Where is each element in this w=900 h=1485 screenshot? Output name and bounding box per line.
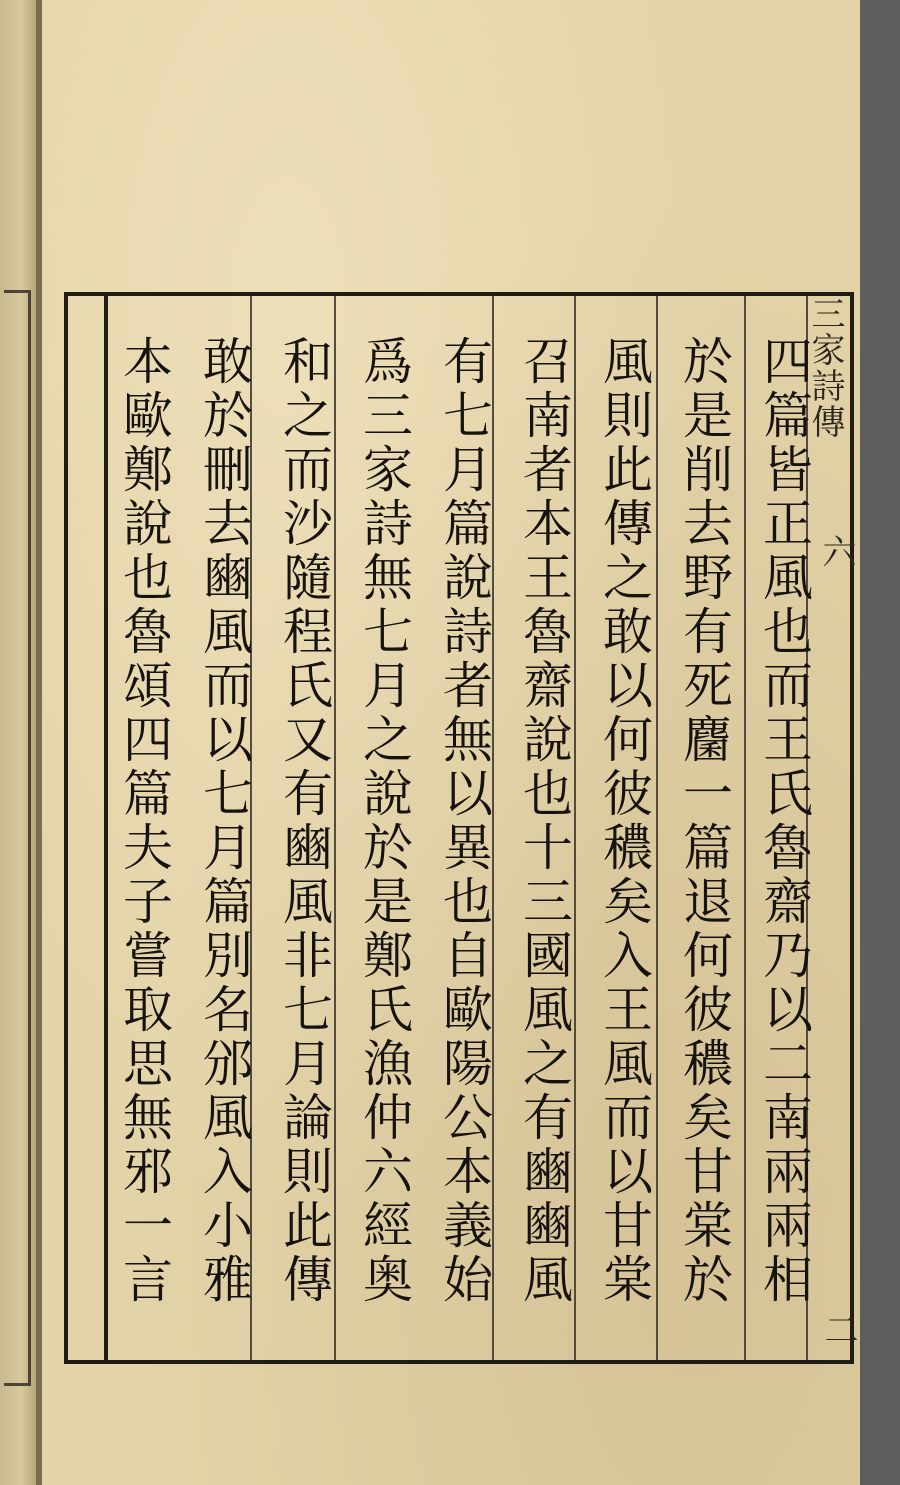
text-column: 和之而沙隨程氏又有豳風非七月論則此傳 [275,335,333,1307]
text-column: 本歐鄭說也魯頌四篇夫子嘗取思無邪一言 [115,335,173,1307]
right-page-edge [860,0,900,1485]
text-columns [104,335,824,1355]
book-page [42,0,860,1485]
text-column: 風則此傳之敢以何彼穠矣入王風而以甘棠 [595,335,653,1307]
text-column: 爲三家詩無七月之說於是鄭氏漁仲六經奥 [355,335,413,1307]
chapter-number: 六 [816,534,856,568]
text-column: 召南者本王魯齋說也十三國風之有豳豳風 [515,335,573,1307]
text-column: 於是削去野有死麕一篇退何彼穠矣甘棠於 [675,335,733,1307]
text-column: 四篇皆正風也而王氏魯齋乃以二南兩兩相 [755,335,813,1307]
folio-number: 二 [818,1312,858,1346]
text-column: 敢於刪去豳風而以七月篇別名邠風入小雅 [195,335,253,1307]
previous-page-edge [0,0,36,1485]
previous-page-frame-rule [4,290,31,1386]
text-column: 有七月篇說詩者無以異也自歐陽公本義始 [435,335,493,1307]
running-title: 三家詩傳 [805,296,845,440]
